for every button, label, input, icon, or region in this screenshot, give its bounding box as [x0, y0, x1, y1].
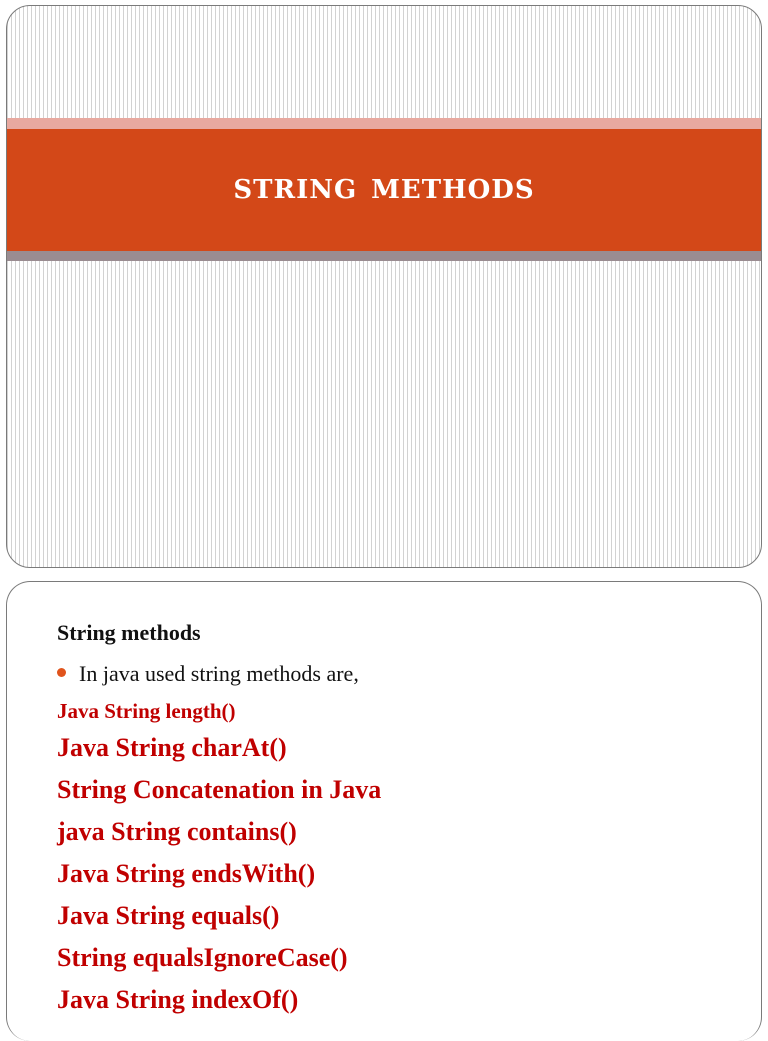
method-item-concatenation: String Concatenation in Java: [57, 775, 382, 804]
slide-title: string methods: [233, 163, 535, 207]
method-item-equalsignorecase: String equalsIgnoreCase(): [57, 943, 348, 972]
method-item-equals: Java String equals(): [57, 901, 280, 930]
title-band: [7, 129, 761, 251]
method-item-length: Java String length(): [57, 699, 236, 723]
method-item-charat: Java String charAt(): [57, 733, 287, 762]
content-slide: [6, 581, 762, 1041]
title-bottom-stripe: [7, 251, 761, 261]
method-item-contains: java String contains(): [57, 817, 297, 846]
bullet-item: [57, 659, 741, 689]
method-item-endswith: Java String endsWith(): [57, 859, 316, 888]
bullet-text: In java used string methods are,: [79, 661, 359, 686]
title-top-stripe: [7, 118, 761, 129]
title-slide: [6, 5, 762, 568]
bullet-dot-icon: [57, 668, 66, 677]
content-area: [57, 618, 741, 1021]
content-heading: String methods: [57, 620, 201, 645]
method-item-indexof: Java String indexOf(): [57, 985, 299, 1014]
